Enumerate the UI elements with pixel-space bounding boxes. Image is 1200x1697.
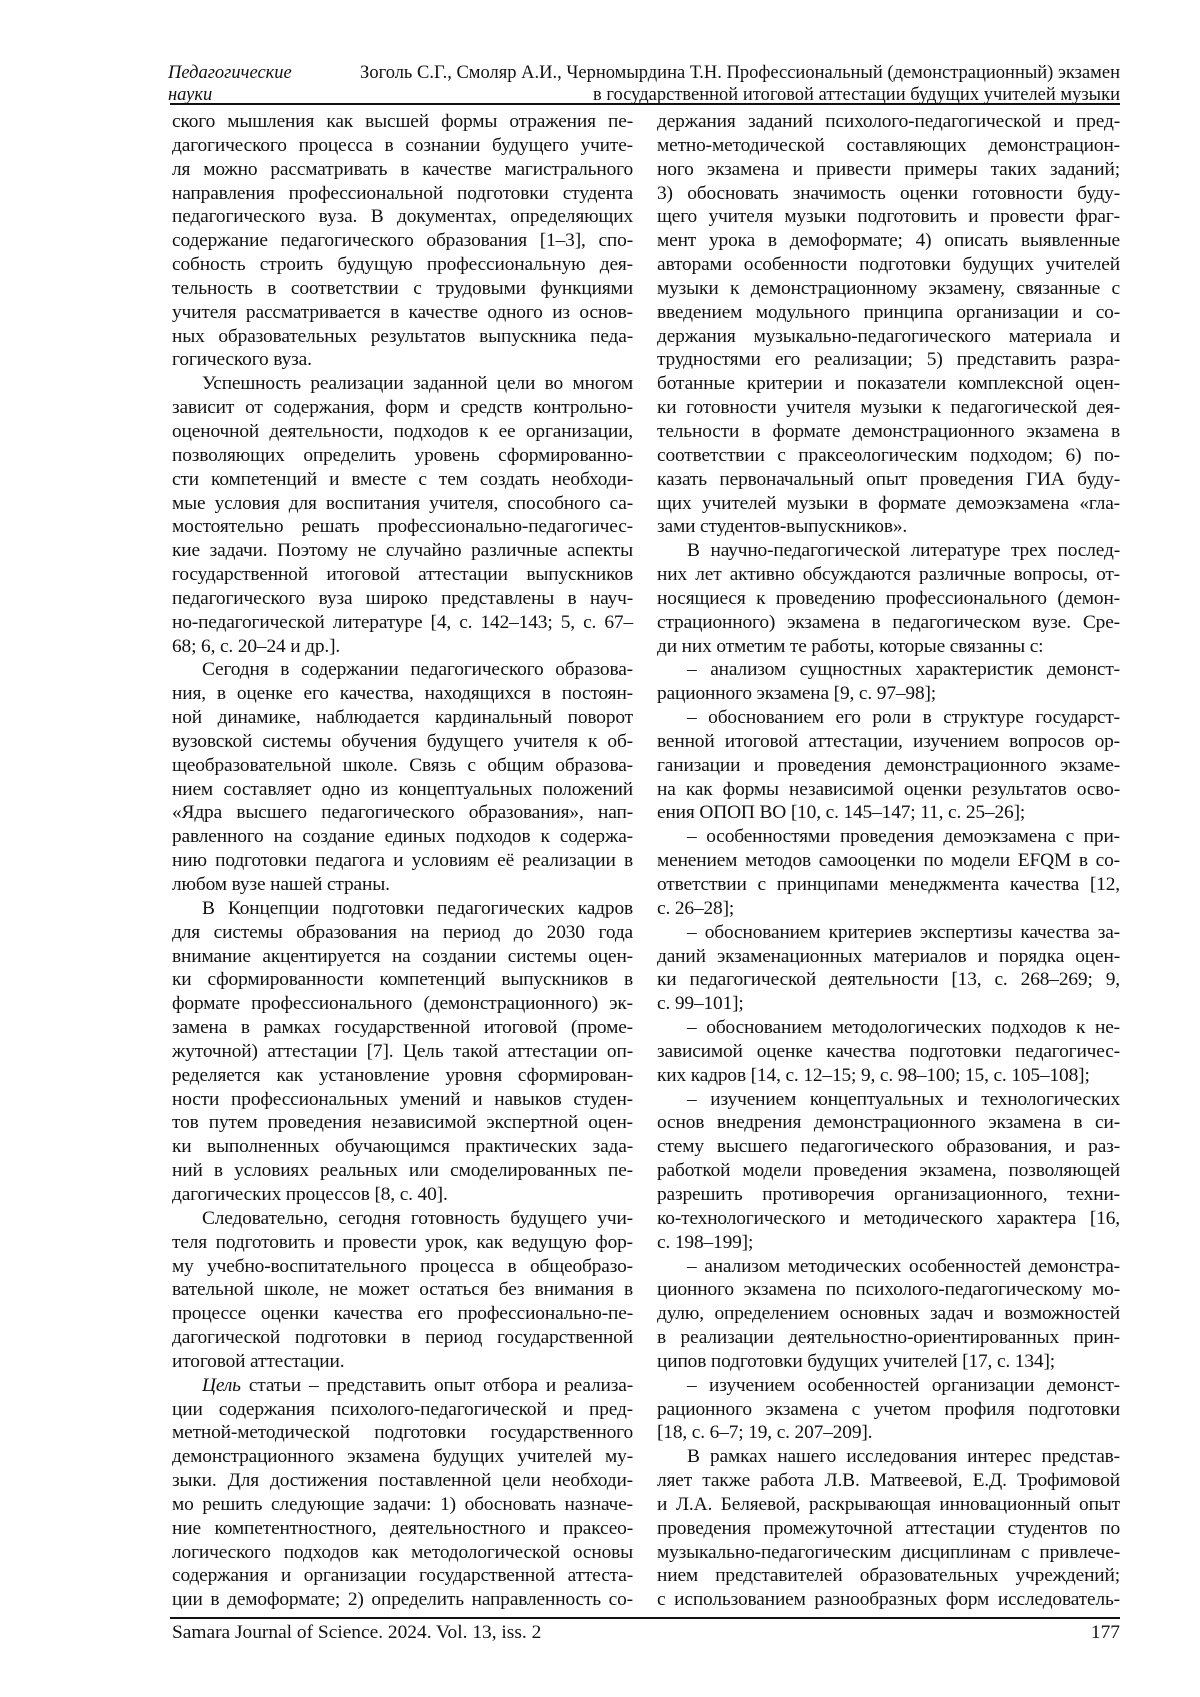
text-line: введением модульного принципа организации и со- [657,301,1120,325]
text-line: зависимой оценке качества подготовки педагогичес- [657,1040,1120,1064]
text-line: В научно-педагогической литературе трех послед- [657,539,1120,563]
text-column-right [657,110,1120,1612]
text-line: ки выполненных обучающимся практических зада- [172,1135,633,1159]
paragraph [172,1374,633,1612]
text-line: щих учителей музыки в формате демоэкзамена «гла- [657,492,1120,516]
text-line: ки педагогической деятельности [13, с. 268–269; 9, [657,968,1120,992]
text-line: содержание педагогического образования [1–3], спо- [172,229,633,253]
text-line: педагогического вуза широко представлены в науч- [172,587,633,611]
text-line: ных образовательных результатов выпускника педа- [172,325,633,349]
text-line: носящиеся к проведению профессионального (демон- [657,587,1120,611]
text-line: собность строить будущую профессиональную дея- [172,253,633,277]
text-line: ределяется как установление уровня сформирован- [172,1064,633,1088]
text-line: и Л.А. Беляевой, раскрывающая инновационный опыт [657,1493,1120,1517]
header-section-line: Педагогические [168,62,292,84]
text-line: дагогических процессов [8, с. 40]. [172,1183,633,1207]
text-line: государственной итоговой аттестации выпускников [172,563,633,587]
text-line: мостоятельно решать профессионально-педагогичес- [172,515,633,539]
text-line: нию подготовки педагога и условиям её реализации в [172,849,633,873]
text-line: теля подготовить и провести урок, как ведущую фор- [172,1231,633,1255]
text-line: учителя рассматривается в качестве одного из основ- [172,301,633,325]
paragraph [657,706,1120,825]
text-line: дулю, определением основных задач и возможностей [657,1302,1120,1326]
text-line: ганизации и проведения демонстрационного экзаме- [657,754,1120,778]
text-line: дагогической подготовки в период государственной [172,1326,633,1350]
text-line: с. 198–199]; [657,1231,1120,1255]
text-line: – обоснованием критериев экспертизы качества за- [657,921,1120,945]
paragraph [657,1255,1120,1374]
text-line: формате профессионального (демонстрационного) эк- [172,992,633,1016]
text-line: ляет также работа Л.В. Матвеевой, Е.Д. Трофимовой [657,1469,1120,1493]
text-line: даний экзаменационных материалов и порядка оцен- [657,945,1120,969]
text-line: нием составляет одно из концептуальных положений [172,778,633,802]
text-line: логического подходов как методологической основы [172,1541,633,1565]
text-line: для системы образования на период до 2030 года [172,921,633,945]
paragraph [657,658,1120,706]
text-line: ния, в оценке его качества, находящихся в постоян- [172,682,633,706]
text-line: ной динамике, наблюдается кардинальный поворот [172,706,633,730]
text-line: разрешить противоречия организационного, техни- [657,1183,1120,1207]
text-line: Сегодня в содержании педагогического образова- [172,658,633,682]
text-line: 68; 6, с. 20–24 и др.]. [172,635,633,659]
text-line: ди них отметим те работы, которые связанны с: [657,635,1120,659]
text-line: – изучением особенностей организации демонст- [657,1374,1120,1398]
text-line: авторами особенности подготовки будущих учителей [657,253,1120,277]
text-line: любом вузе нашей страны. [172,873,633,897]
text-line: содержания и организации государственной аттеста- [172,1564,633,1588]
text-line: страционного) экзамена в педагогическом вузе. Сре- [657,611,1120,635]
header-title-line: в государственной итоговой аттестации будущих учителей музыки [260,84,1120,106]
text-line: ля можно рассматривать в качестве магистрального [172,158,633,182]
text-line: ционного экзамена по психолого-педагогическому мо- [657,1278,1120,1302]
text-column-left [172,110,633,1612]
italic-lead-word: Цель [202,1375,241,1396]
text-line: рационного экзамена [9, с. 97–98]; [657,682,1120,706]
text-line: держания заданий психолого-педагогической и пред- [657,110,1120,134]
text-line: му учебно-воспитательного процесса в общеобразо- [172,1255,633,1279]
journal-citation: Samara Journal of Science. 2024. Vol. 13, iss. 2 [172,1621,541,1645]
text-line: метной-методической подготовки государственного [172,1421,633,1445]
text-line: ки сформированности компетенций выпускников в [172,968,633,992]
text-line: замена в рамках государственной итоговой (проме- [172,1016,633,1040]
text-line: мо решить следующие задачи: 1) обосновать назначе- [172,1493,633,1517]
text-line: вательной школе, не может остаться без внимания в [172,1278,633,1302]
paragraph [657,1445,1120,1612]
line-text: статьи – представить опыт отбора и реализа- [241,1375,633,1396]
text-line: работкой модели проведения экзамена, позволяющей [657,1159,1120,1183]
page-number: 177 [1091,1621,1120,1645]
text-line: метно-методической составляющих демонстрацион- [657,134,1120,158]
text-line: основ внедрения демонстрационного экзамена в си- [657,1111,1120,1135]
paragraph [657,921,1120,1016]
paragraph [172,372,633,658]
paragraph [657,1016,1120,1088]
text-line: в реализации деятельностно-ориентированных прин- [657,1326,1120,1350]
text-line: щеобразовательной школе. Связь с общим образова- [172,754,633,778]
text-line: внимание акцентируется на создании системы оцен- [172,945,633,969]
text-line: вузовской системы обучения будущего учителя к об- [172,730,633,754]
text-line: Следовательно, сегодня готовность будущего учи- [172,1207,633,1231]
text-line: – анализом методических особенностей демонстра- [657,1255,1120,1279]
text-line: равленного на создание единых подходов к содержа- [172,825,633,849]
paragraph [657,825,1120,920]
text-line: тов путем проведения независимой экспертной оцен- [172,1111,633,1135]
text-line: демонстрационного экзамена будущих учителей му- [172,1445,633,1469]
text-line: ботанные критерии и показатели комплексной оцен- [657,372,1120,396]
text-line: музыкально-педагогическим дисциплинам с привлече- [657,1541,1120,1565]
header-section-line: науки [168,84,292,106]
text-line: ского мышления как высшей формы отражения пе- [172,110,633,134]
text-line: трудностями его реализации; 5) представить разра- [657,348,1120,372]
paragraph [657,1088,1120,1255]
text-line: ний в условиях реальных или смоделированных пе- [172,1159,633,1183]
text-line: стему высшего педагогического образования, и раз- [657,1135,1120,1159]
text-line: мент урока в демоформате; 4) описать выявленные [657,229,1120,253]
text-line: – обоснованием его роли в структуре государст- [657,706,1120,730]
text-line: ного экзамена и привести примеры таких заданий; [657,158,1120,182]
text-line: позволяющих определить уровень сформированно- [172,444,633,468]
text-line: жуточной) аттестации [7]. Цель такой аттестации оп- [172,1040,633,1064]
text-line: но-педагогической литературе [4, с. 142–143; 5, с. 67– [172,611,633,635]
text-line: [18, с. 6–7; 19, с. 207–209]. [657,1421,1120,1445]
text-line: зами студентов-выпускников». [657,515,1120,539]
text-line: проведения промежуточной аттестации студентов по [657,1517,1120,1541]
text-line: музыки к демонстрационному экзамену, связанные с [657,277,1120,301]
text-line: тельности в формате демонстрационного экзамена в [657,420,1120,444]
text-line: тельность в соответствии с трудовыми функциями [172,277,633,301]
text-line: ких кадров [14, с. 12–15; 9, с. 98–100; 15, с. 105–108]; [657,1064,1120,1088]
text-line: нием представителей образовательных учреждений; [657,1564,1120,1588]
text-line: них лет активно обсуждаются различные вопросы, от- [657,563,1120,587]
text-line: – особенностями проведения демоэкзамена с при- [657,825,1120,849]
text-line: – изучением концептуальных и технологических [657,1088,1120,1112]
text-line: ения ОПОП ВО [10, с. 145–147; 11, с. 25–26]; [657,801,1120,825]
text-line: ции содержания психолого-педагогической и пред- [172,1398,633,1422]
paragraph [172,897,633,1207]
text-line: с использованием разнообразных форм исследователь- [657,1588,1120,1612]
text-line: – анализом сущностных характеристик демонст- [657,658,1120,682]
paragraph [172,110,633,372]
text-line: 3) обосновать значимость оценки готовности буду- [657,182,1120,206]
text-line: с. 26–28]; [657,897,1120,921]
text-line: итоговой аттестации. [172,1350,633,1374]
header-title-line: Зоголь С.Г., Смоляр А.И., Черномырдина Т.Н. Профессиональный (демонстрационный) экзамен [260,62,1120,84]
text-line: менением методов самооценки по модели EFQM в со- [657,849,1120,873]
header-divider [170,103,1120,105]
text-line [172,1374,633,1398]
text-line: педагогического вуза. В документах, определяющих [172,205,633,229]
text-line: – обоснованием методологических подходов к не- [657,1016,1120,1040]
text-line: кие задачи. Поэтому не случайно различные аспекты [172,539,633,563]
paragraph [657,539,1120,658]
text-line: В рамках нашего исследования интерес представ- [657,1445,1120,1469]
text-line: Успешность реализации заданной цели во многом [172,372,633,396]
text-line: мые условия для воспитания учителя, способного са- [172,492,633,516]
text-line: ко-технологического и методического характера [16, [657,1207,1120,1231]
paragraph [172,658,633,896]
text-line: процессе оценки качества его профессионально-пе- [172,1302,633,1326]
text-line: ности профессиональных умений и навыков студен- [172,1088,633,1112]
text-line: ции в демоформате; 2) определить направленность со- [172,1588,633,1612]
text-line: ки готовности учителя музыки к педагогической дея- [657,396,1120,420]
footer-divider [170,1617,1120,1619]
text-line: казать первоначальный опыт проведения ГИА буду- [657,468,1120,492]
text-line: оценочной деятельности, подходов к ее организации, [172,420,633,444]
text-line: зависит от содержания, форм и средств контрольно- [172,396,633,420]
text-line: ципов подготовки будущих учителей [17, с. 134]; [657,1350,1120,1374]
text-line: гогического вуза. [172,348,633,372]
text-line: зыки. Для достижения поставленной цели необходи- [172,1469,633,1493]
text-line: «Ядра высшего педагогического образования», нап- [172,801,633,825]
paragraph [657,1374,1120,1446]
text-line: с. 99–101]; [657,992,1120,1016]
text-line: сти компетенций и вместе с тем создать необходи- [172,468,633,492]
text-line: держания музыкально-педагогического материала и [657,325,1120,349]
paragraph [657,110,1120,539]
paragraph [172,1207,633,1374]
text-line: венной итоговой аттестации, изучением вопросов ор- [657,730,1120,754]
header-article-title [260,62,1120,106]
text-line: ние компетентностного, деятельностного и праксео- [172,1517,633,1541]
text-line: на как формы независимой оценки результатов осво- [657,778,1120,802]
text-line: ответствии с принципами менеджмента качества [12, [657,873,1120,897]
text-line: рационного экзамена с учетом профиля подготовки [657,1398,1120,1422]
text-line: направления профессиональной подготовки студента [172,182,633,206]
text-line: щего учителя музыки подготовить и провести фраг- [657,205,1120,229]
text-line: соответствии с праксеологическим подходом; 6) по- [657,444,1120,468]
text-line: В Концепции подготовки педагогических кадров [172,897,633,921]
text-line: дагогического процесса в сознании будущего учите- [172,134,633,158]
